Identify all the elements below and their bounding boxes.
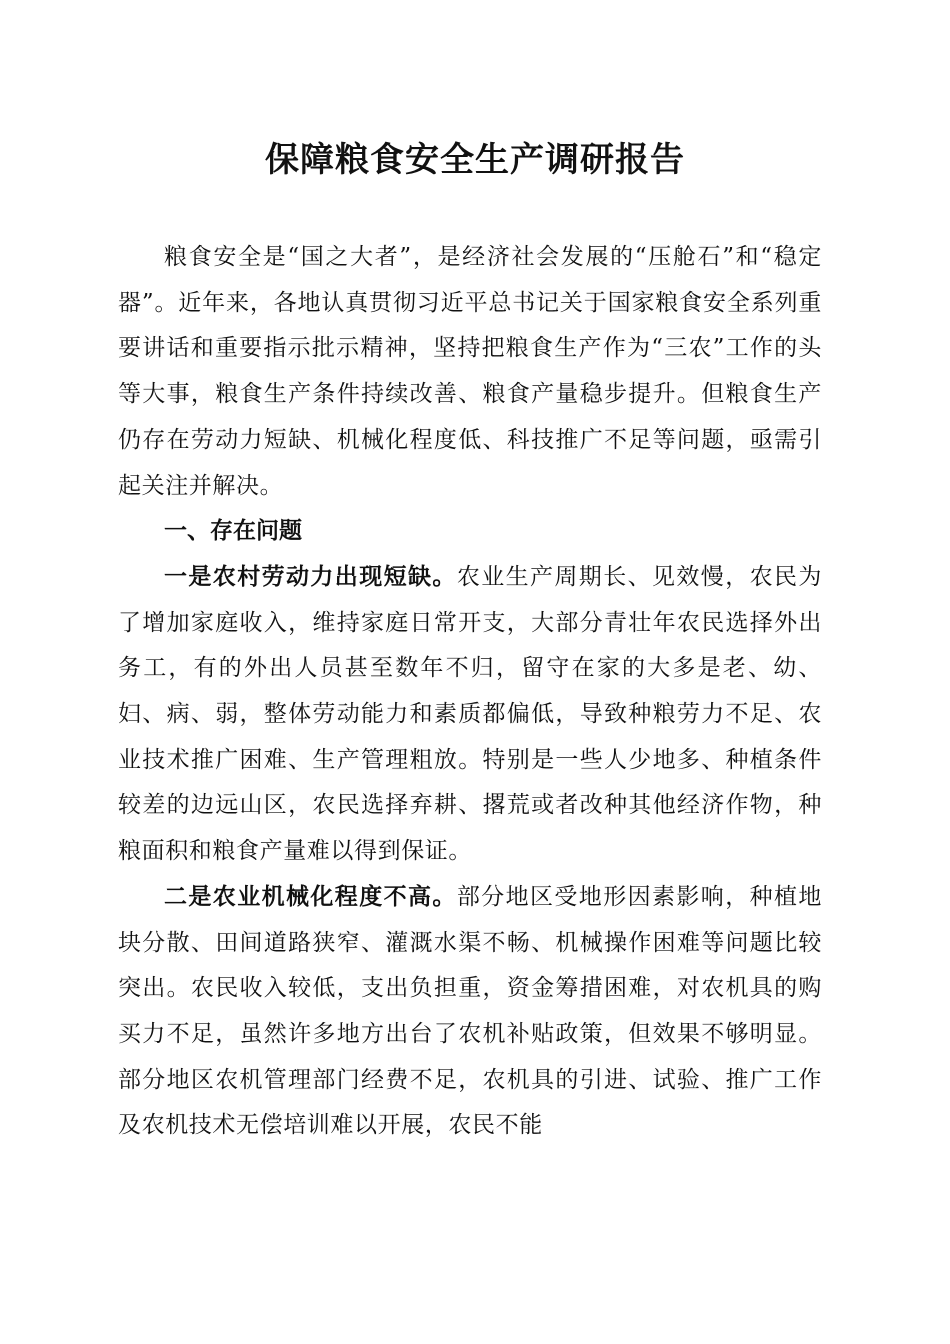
problem-2-text: 部分地区受地形因素影响，种植地块分散、田间道路狭窄、灌溉水渠不畅、机械操作困难等问题比较突出。农民收入较低，支出负担重，资金筹措困难，对农机具的购买力不足，虽然许多地方出台了农机补贴政策，但效果不够明显。部分地区农机管理部门经费不足，农机具的引进、试验、推广工作及农机技术无偿培训难以开展，农民不能 bbox=[118, 883, 823, 1139]
document-title: 保障粮食安全生产调研报告 bbox=[265, 140, 685, 180]
section-heading-problems: 一、存在问题 bbox=[164, 518, 302, 545]
document-body bbox=[118, 235, 822, 1149]
problem-1-text: 农业生产周期长、见效慢，农民为了增加家庭收入，维持家庭日常开支，大部分青壮年农民选择外出务工，有的外出人员甚至数年不归，留守在家的大多是老、幼、妇、病、弱，整体劳动能力和素质都偏低，导致种粮劳力不足、农业技术推广困难、生产管理粗放。特别是一些人少地多、种植条件较差的边远山区，农民选择弃耕、撂荒或者改种其他经济作物，种粮面积和粮食产量难以得到保证。 bbox=[118, 563, 823, 865]
problem-paragraph-1 bbox=[118, 555, 822, 875]
problem-2-lead: 二是农业机械化程度不高。 bbox=[164, 883, 457, 910]
intro-paragraph: 粮食安全是“国之大者”，是经济社会发展的“压舱石”和“稳定器”。近年来，各地认真贯彻习近平总书记关于国家粮食安全系列重要讲话和重要指示批示精神，坚持把粮食生产作为“三农”工作的头等大事，粮食生产条件持续改善、粮食产量稳步提升。但粮食生产仍存在劳动力短缺、机械化程度低、科技推广不足等问题，亟需引起关注并解决。 bbox=[118, 244, 822, 499]
problem-paragraph-2 bbox=[118, 875, 822, 1149]
problem-1-lead: 一是农村劳动力出现短缺。 bbox=[164, 563, 457, 590]
